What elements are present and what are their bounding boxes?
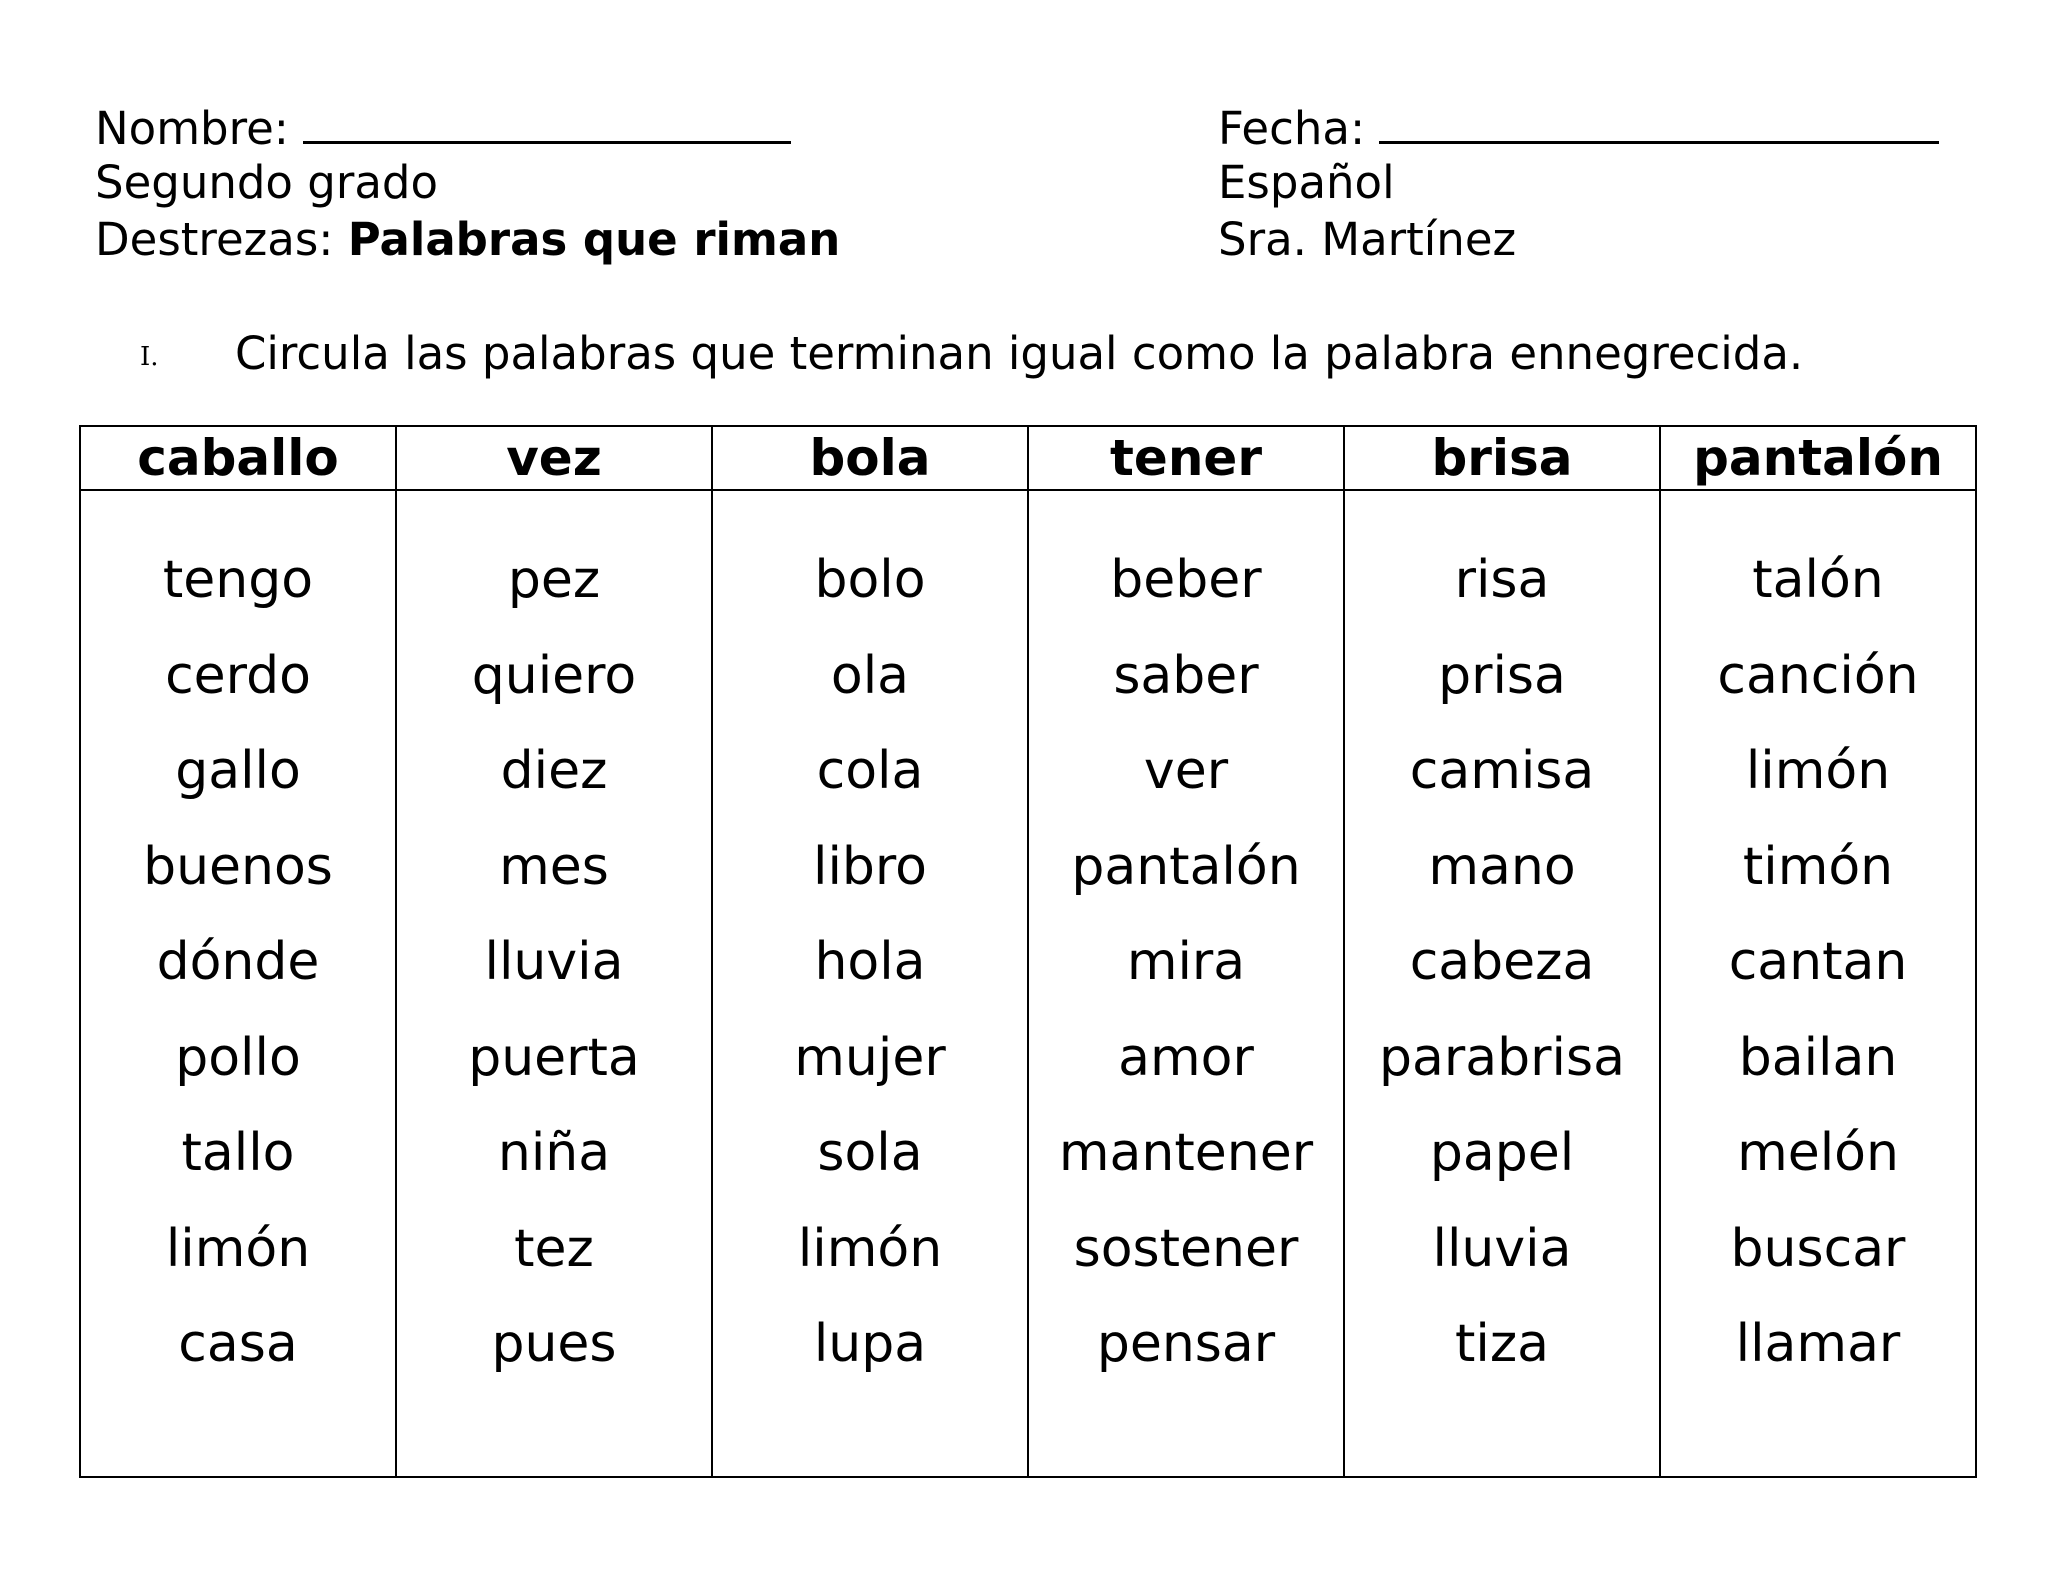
word-item[interactable]: diez (500, 741, 608, 801)
word-item[interactable]: ver (1143, 741, 1229, 801)
word-item[interactable]: tiza (1455, 1314, 1549, 1374)
word-item[interactable]: mira (1126, 932, 1246, 992)
word-item[interactable]: mes (499, 836, 609, 897)
column-heading: tener (1029, 427, 1343, 491)
table-column (1029, 427, 1345, 1476)
table-column (1345, 427, 1661, 1476)
table-column (397, 427, 713, 1476)
name-label: Nombre: (95, 102, 289, 155)
word-list (713, 491, 1027, 1403)
word-item[interactable]: bailan (1738, 1027, 1898, 1088)
word-item[interactable]: cerdo (165, 645, 311, 706)
word-item[interactable]: timón (1742, 836, 1894, 897)
word-item[interactable]: llamar (1735, 1314, 1901, 1374)
word-item[interactable]: cantan (1728, 932, 1908, 992)
word-item[interactable]: niña (497, 1123, 611, 1183)
date-label: Fecha: (1218, 102, 1366, 155)
word-item[interactable]: lluvia (1432, 1218, 1572, 1279)
word-item[interactable]: buscar (1730, 1218, 1906, 1279)
word-list (81, 491, 395, 1403)
instruction-number: I. (140, 342, 159, 372)
word-item[interactable]: amor (1118, 1027, 1254, 1088)
word-item[interactable]: lupa (813, 1314, 927, 1374)
word-item[interactable]: tez (514, 1218, 594, 1279)
word-item[interactable]: ola (830, 645, 910, 706)
word-item[interactable]: buenos (143, 836, 333, 897)
word-item[interactable]: pollo (175, 1027, 301, 1088)
word-item[interactable]: tengo (162, 550, 314, 610)
column-heading: bola (713, 427, 1027, 491)
word-item[interactable]: gallo (175, 741, 301, 801)
table-column (81, 427, 397, 1476)
word-item[interactable]: talón (1752, 550, 1884, 610)
word-item[interactable]: pantalón (1071, 836, 1301, 897)
instruction-text: Circula las palabras que terminan igual como la palabra ennegrecida. (235, 327, 1804, 380)
word-item[interactable]: cola (816, 741, 924, 801)
word-item[interactable]: mujer (794, 1027, 946, 1088)
word-item[interactable]: puerta (468, 1027, 640, 1088)
column-heading: brisa (1345, 427, 1659, 491)
word-item[interactable]: camisa (1409, 741, 1595, 801)
word-item[interactable]: canción (1717, 645, 1919, 706)
instruction (140, 327, 1803, 380)
word-item[interactable]: mano (1428, 836, 1576, 897)
rhyme-table (79, 425, 1977, 1478)
word-item[interactable]: melón (1737, 1123, 1899, 1183)
name-blank (303, 97, 791, 144)
table-column (713, 427, 1029, 1476)
word-item[interactable]: quiero (471, 645, 637, 706)
teacher-text: Sra. Martínez (1218, 213, 1517, 266)
table-column (1661, 427, 1975, 1476)
subject-text: Español (1218, 156, 1395, 209)
name-line (95, 97, 840, 154)
word-item[interactable]: hola (814, 932, 926, 992)
word-item[interactable]: mantener (1058, 1123, 1314, 1183)
word-item[interactable]: bolo (814, 550, 926, 610)
word-item[interactable]: tallo (181, 1123, 295, 1183)
date-line (1218, 97, 1939, 154)
class-info (1218, 97, 1939, 268)
word-list (397, 491, 711, 1403)
word-item[interactable]: saber (1113, 645, 1259, 706)
column-heading: pantalón (1661, 427, 1975, 491)
word-item[interactable]: dónde (156, 932, 320, 992)
word-item[interactable]: pez (507, 550, 601, 610)
word-item[interactable]: prisa (1438, 645, 1566, 706)
grade-text: Segundo grado (95, 156, 438, 209)
word-item[interactable]: sola (817, 1123, 923, 1183)
word-item[interactable]: pues (491, 1314, 617, 1374)
word-item[interactable]: cabeza (1409, 932, 1595, 992)
word-item[interactable]: limón (165, 1218, 311, 1279)
word-item[interactable]: risa (1454, 550, 1550, 610)
skills-line (95, 211, 840, 268)
student-info (95, 97, 840, 268)
word-item[interactable]: pensar (1096, 1314, 1276, 1374)
word-item[interactable]: papel (1429, 1123, 1575, 1183)
word-item[interactable]: casa (178, 1314, 298, 1374)
column-heading: vez (397, 427, 711, 491)
word-item[interactable]: parabrisa (1379, 1027, 1625, 1088)
word-item[interactable]: libro (813, 836, 927, 897)
word-item[interactable]: sostener (1073, 1218, 1299, 1279)
word-item[interactable]: lluvia (484, 932, 624, 992)
word-item[interactable]: beber (1110, 550, 1262, 610)
word-item[interactable]: limón (1745, 741, 1891, 801)
word-list (1661, 491, 1975, 1403)
column-heading: caballo (81, 427, 395, 491)
word-list (1029, 491, 1343, 1403)
word-item[interactable]: limón (797, 1218, 943, 1279)
skills-value: Palabras que riman (347, 213, 841, 266)
word-list (1345, 491, 1659, 1403)
date-blank (1379, 97, 1939, 144)
skills-label: Destrezas: (95, 213, 334, 266)
